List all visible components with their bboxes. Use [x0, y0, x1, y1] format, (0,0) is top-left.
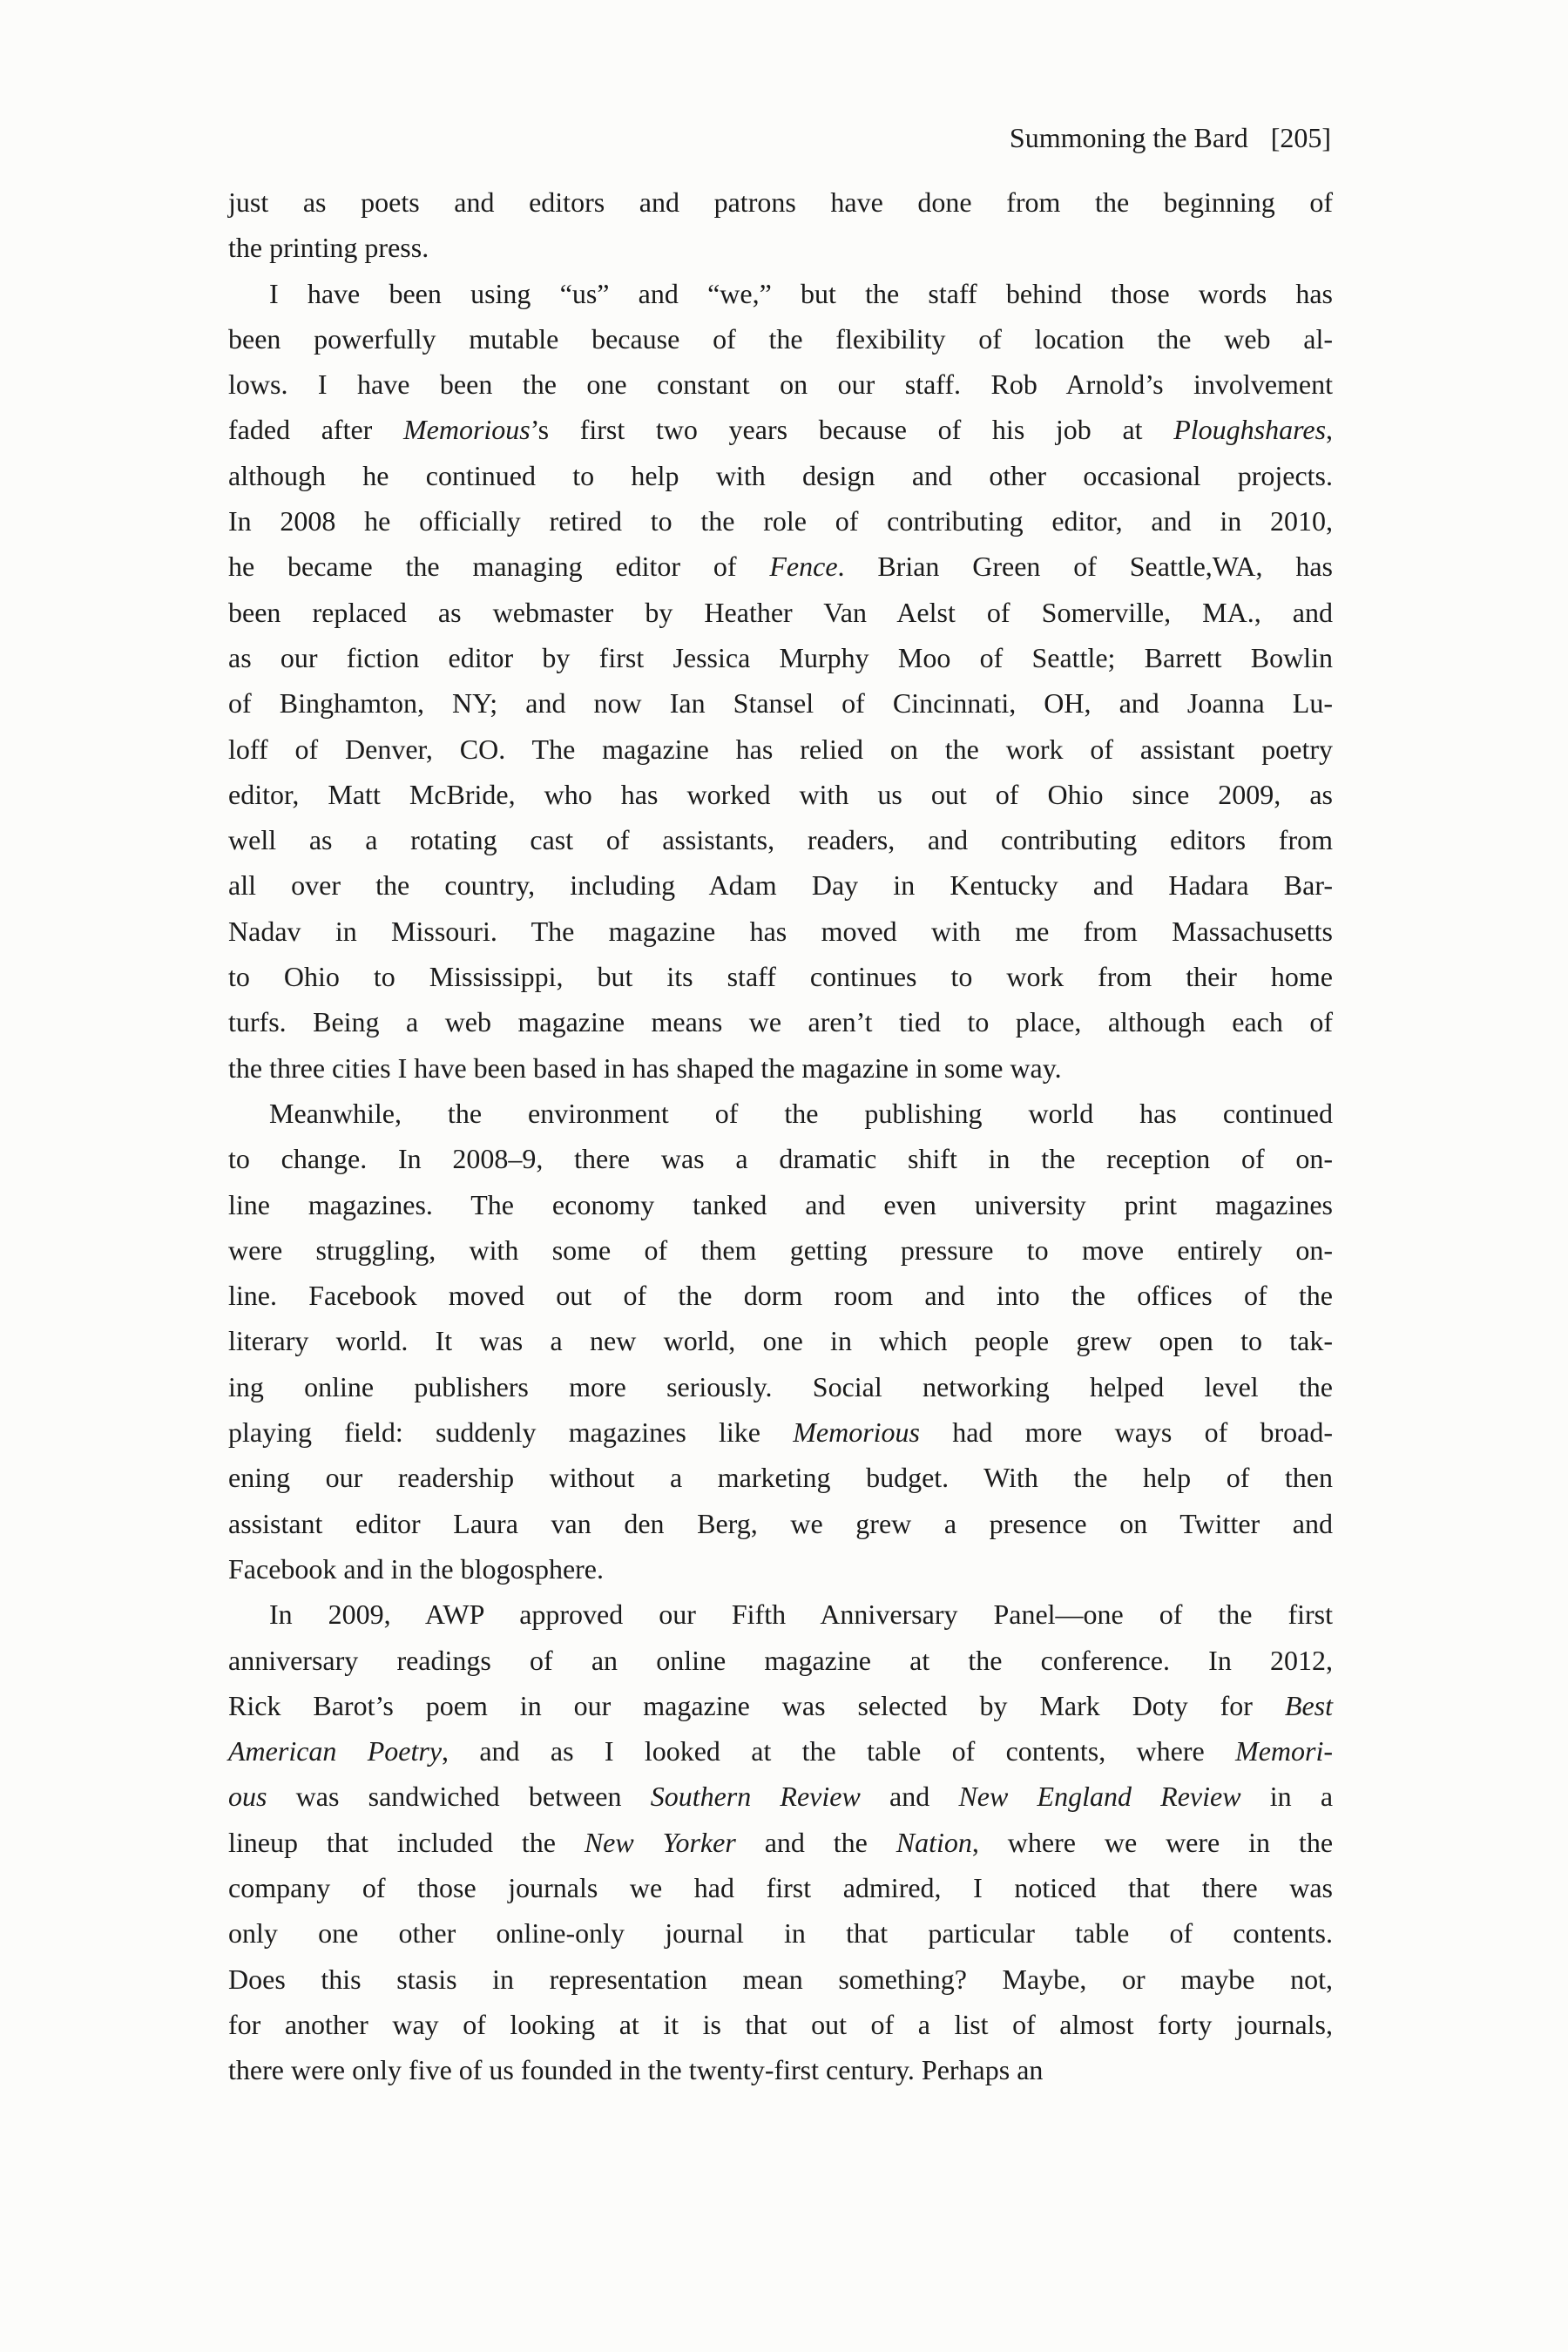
- paragraph: [228, 1091, 1333, 1592]
- italic-text: Ploughshares: [1173, 414, 1327, 446]
- text-line: [228, 1683, 1333, 1728]
- body-text: I have been using “us” and “we,” but the staff behind those words has: [269, 277, 1333, 309]
- body-text: just as poets and editors and patrons have done from the beginning of: [228, 186, 1333, 218]
- text-line: [228, 1227, 1333, 1273]
- text-line: [228, 2002, 1333, 2047]
- text-line: [228, 772, 1333, 817]
- page-number: [205]: [1270, 122, 1331, 153]
- text-line: [228, 727, 1333, 772]
- body-text: editor, Matt McBride, who has worked with us out of Ohio since 2009, as: [228, 778, 1333, 810]
- body-text: literary world. It was a new world, one in which people grew open to tak-: [228, 1325, 1333, 1357]
- body-text: playing field: suddenly magazines like: [228, 1416, 794, 1449]
- body-text: well as a rotating cast of assistants, readers, and contributing editors from: [228, 824, 1333, 856]
- body-text: there were only five of us founded in the twenty-first century. Perhaps an: [228, 2054, 1044, 2086]
- text-line: [228, 1455, 1333, 1500]
- body-text: Meanwhile, the environment of the publishing world has continued: [269, 1097, 1333, 1129]
- text-line: [228, 680, 1333, 726]
- body-text: been powerfully mutable because of the flexibility of location the web al-: [228, 322, 1333, 355]
- text-line: [228, 1774, 1333, 1819]
- paragraph: [228, 271, 1333, 1091]
- italic-text: Memori-: [1235, 1735, 1334, 1767]
- body-text: as our fiction editor by first Jessica Murphy Moo of Seattle; Barrett Bowlin: [228, 641, 1333, 673]
- italic-text: New England Review: [958, 1781, 1241, 1813]
- body-text: was sandwiched between: [267, 1781, 651, 1813]
- text-line: [228, 498, 1333, 544]
- body-text: had more ways of broad-: [919, 1416, 1334, 1449]
- body-text: of Binghamton, NY; and now Ian Stansel of Cincinnati, OH, and Joanna Lu-: [228, 687, 1333, 720]
- text-line: [228, 1045, 1333, 1091]
- body-text: all over the country, including Adam Day in Kentucky and Hadara Bar-: [228, 869, 1333, 902]
- italic-text: Fence: [769, 551, 838, 583]
- body-text: Does this stasis in representation mean something? Maybe, or maybe not,: [228, 1963, 1333, 1995]
- body-text: Facebook and in the blogosphere.: [228, 1552, 604, 1585]
- running-header-title: Summoning the Bard: [1009, 122, 1248, 153]
- text-line: [228, 1728, 1333, 1774]
- body-text: anniversary readings of an online magazine at the conference. In 2012,: [228, 1644, 1333, 1676]
- body-text: and: [860, 1781, 959, 1813]
- text-line: [228, 1910, 1333, 1956]
- text-line: [228, 225, 1333, 270]
- body-text: lineup that included the: [228, 1826, 585, 1858]
- body-text: Rick Barot’s poem in our magazine was selected by Mark Doty for: [228, 1689, 1285, 1721]
- body-text: for another way of looking at it is that out of a list of almost forty journals,: [228, 2008, 1333, 2040]
- body-text: In 2008 he officially retired to the role of contributing editor, and in 2010,: [228, 505, 1333, 537]
- text-line: [228, 2047, 1333, 2092]
- text-line: [228, 179, 1333, 225]
- body-text: line magazines. The economy tanked and even university print magazines: [228, 1188, 1333, 1220]
- page-body: [228, 179, 1333, 2092]
- text-line: [228, 1957, 1333, 2002]
- text-line: [228, 999, 1333, 1044]
- text-line: [228, 862, 1333, 908]
- body-text: ’s first two years because of his job at: [530, 414, 1174, 446]
- text-line: [228, 1273, 1333, 1318]
- body-text: turfs. Being a web magazine means we aren’t tied to place, although each of: [228, 1006, 1333, 1038]
- body-text: to Ohio to Mississippi, but its staff continues to work from their home: [228, 961, 1333, 993]
- italic-text: Memorious: [402, 414, 531, 446]
- italic-text: American Poetry: [228, 1735, 443, 1767]
- text-line: [228, 453, 1333, 498]
- body-text: ing online publishers more seriously. Social networking helped level the: [228, 1370, 1333, 1402]
- text-line: [228, 1364, 1333, 1409]
- body-text: the printing press.: [228, 232, 429, 264]
- italic-text: Memorious: [793, 1416, 920, 1449]
- italic-text: Southern Review: [650, 1781, 861, 1813]
- text-line: [228, 1546, 1333, 1592]
- paragraph: [228, 179, 1333, 271]
- text-line: [228, 407, 1333, 452]
- body-text: ,: [1326, 414, 1334, 446]
- text-line: [228, 1318, 1333, 1363]
- text-line: [228, 909, 1333, 954]
- text-line: [228, 1501, 1333, 1546]
- body-text: , where we were in the: [971, 1826, 1334, 1858]
- text-line: [228, 1592, 1333, 1637]
- body-text: and the: [735, 1826, 896, 1858]
- body-text: faded after: [228, 414, 403, 446]
- running-header: [1010, 120, 1331, 155]
- italic-text: Nation: [896, 1826, 972, 1858]
- text-line: [228, 1865, 1333, 1910]
- text-line: [228, 316, 1333, 362]
- text-line: [228, 635, 1333, 680]
- text-line: [228, 544, 1333, 589]
- text-line: [228, 1182, 1333, 1227]
- text-line: [228, 954, 1333, 999]
- body-text: in a: [1240, 1781, 1334, 1813]
- text-line: [228, 1820, 1333, 1865]
- italic-text: Best: [1284, 1689, 1333, 1721]
- text-line: [228, 271, 1333, 316]
- text-line: [228, 590, 1333, 635]
- paragraph: [228, 1592, 1333, 2092]
- text-line: [228, 362, 1333, 407]
- body-text: Nadav in Missouri. The magazine has moved with me from Massachusetts: [228, 915, 1333, 947]
- text-line: [228, 1638, 1333, 1683]
- body-text: ening our readership without a marketing budget. With the help of then: [228, 1462, 1333, 1494]
- body-text: assistant editor Laura van den Berg, we grew a presence on Twitter and: [228, 1507, 1333, 1539]
- body-text: only one other online-only journal in that particular table of contents.: [228, 1917, 1333, 1950]
- body-text: he became the managing editor of: [228, 551, 770, 583]
- body-text: In 2009, AWP approved our Fifth Anniversary Panel—one of the first: [269, 1598, 1333, 1631]
- body-text: company of those journals we had first admired, I noticed that there was: [228, 1871, 1333, 1903]
- text-line: [228, 817, 1333, 862]
- text-line: [228, 1409, 1333, 1455]
- body-text: although he continued to help with design and other occasional projects.: [228, 459, 1333, 491]
- body-text: line. Facebook moved out of the dorm room and into the offices of the: [228, 1280, 1333, 1312]
- body-text: loff of Denver, CO. The magazine has relied on the work of assistant poetry: [228, 733, 1333, 765]
- text-line: [228, 1136, 1333, 1181]
- body-text: to change. In 2008–9, there was a dramatic shift in the reception of on-: [228, 1143, 1333, 1175]
- italic-text: ous: [228, 1781, 267, 1813]
- text-line: [228, 1091, 1333, 1136]
- body-text: , and as I looked at the table of contents, where: [442, 1735, 1236, 1767]
- body-text: . Brian Green of Seattle,WA, has: [837, 551, 1333, 583]
- body-text: been replaced as webmaster by Heather Van Aelst of Somerville, MA., and: [228, 596, 1333, 628]
- body-text: lows. I have been the one constant on our staff. Rob Arnold’s involvement: [228, 368, 1333, 401]
- body-text: the three cities I have been based in has shaped the magazine in some way.: [228, 1051, 1062, 1084]
- italic-text: New Yorker: [584, 1826, 736, 1858]
- body-text: were struggling, with some of them getting pressure to move entirely on-: [228, 1233, 1333, 1266]
